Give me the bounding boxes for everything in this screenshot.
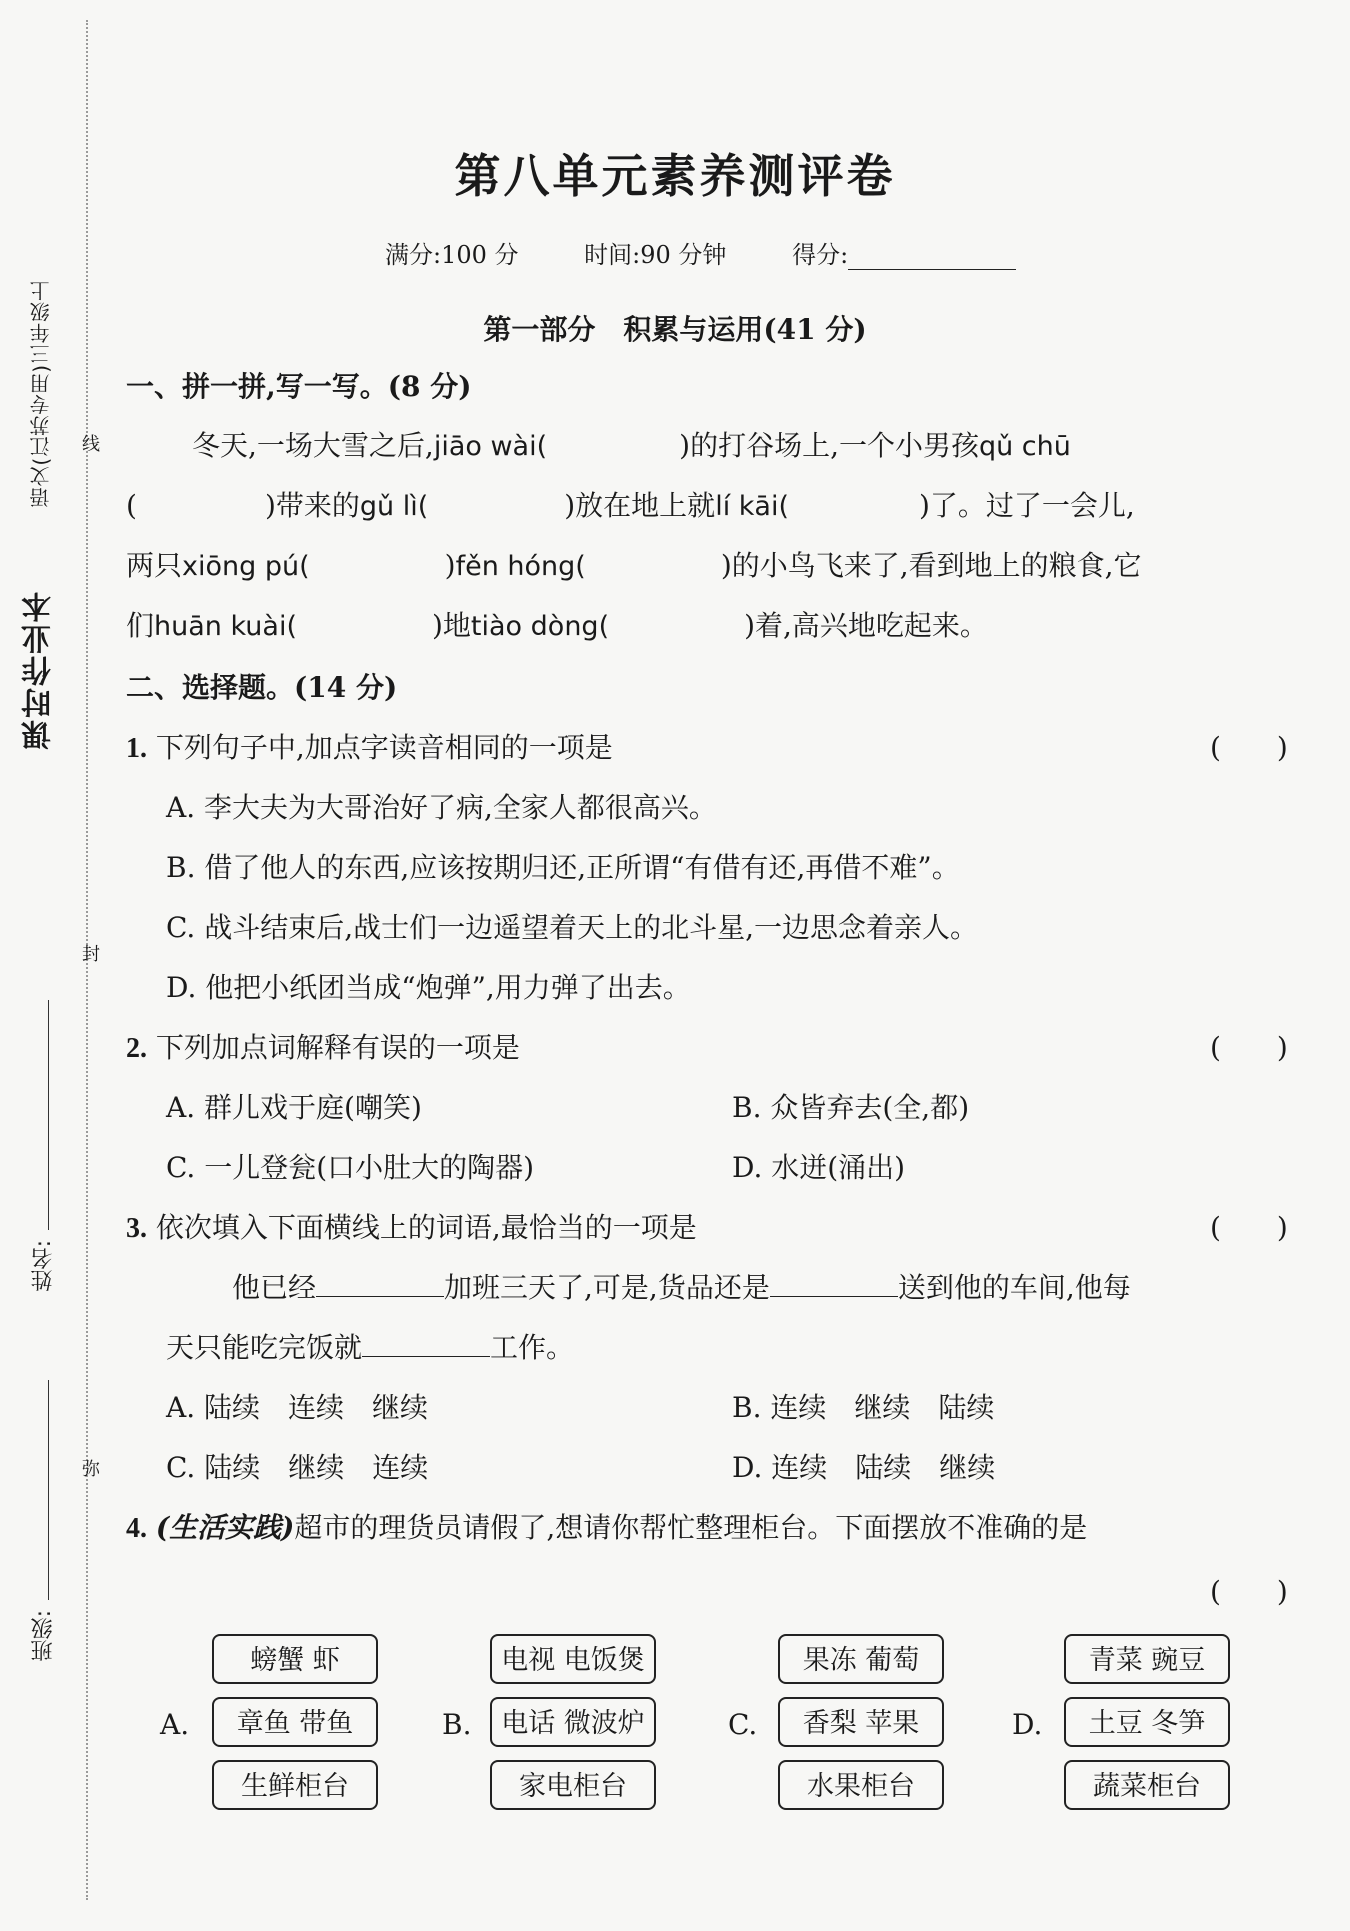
text: )的打谷场上,一个小男孩: [679, 429, 979, 462]
section1-heading: 一、拼一拼,写一写。(8 分): [126, 370, 472, 403]
q4-a-label: A.: [160, 1708, 190, 1741]
text: 两只: [126, 549, 183, 582]
class-label: 班级:: [31, 1610, 56, 1662]
q4-b-label: B.: [442, 1708, 472, 1741]
q4-b-item-1: 电视 电饭煲: [490, 1634, 656, 1684]
question-4-stem: [126, 1506, 1087, 1546]
section2-heading: 二、选择题。(14 分): [126, 671, 398, 704]
score-field[interactable]: [848, 245, 1016, 270]
text: (: [126, 489, 137, 522]
q1-option-c: C. 战斗结束后,战士们一边遥望着天上的北斗星,一边思念着亲人。: [166, 911, 979, 944]
text: )着,高兴地吃起来。: [744, 609, 988, 642]
q4-a-item-2: 章鱼 带鱼: [212, 1697, 378, 1747]
binding-char-line: 线: [82, 434, 100, 455]
name-label: 姓名:: [31, 1240, 56, 1292]
subject-grade: 语文(江苏专用)三年级上: [29, 280, 53, 508]
q4-c-counter: 水果柜台: [778, 1760, 944, 1810]
q2-option-c: C. 一儿登瓮(口小肚大的陶器): [166, 1151, 535, 1184]
answer-paren-2[interactable]: ( ): [1210, 1031, 1288, 1064]
q4-d-item-1: 青菜 豌豆: [1064, 1634, 1230, 1684]
pinyin: huān kuài(: [154, 611, 297, 642]
question-3-stem: [126, 1206, 697, 1246]
q4-d-item-2: 土豆 冬笋: [1064, 1697, 1230, 1747]
question-number: 4.: [126, 1513, 147, 1544]
answer-paren-4[interactable]: ( ): [1210, 1575, 1288, 1608]
pinyin: fěn hóng(: [455, 551, 586, 582]
name-field[interactable]: [48, 1000, 49, 1230]
q1-option-d: D. 他把小纸团当成“炮弹”,用力弹了出去。: [166, 971, 691, 1004]
q3-option-a: A. 陆续 连续 继续: [166, 1391, 429, 1424]
answer-paren-3[interactable]: ( ): [1210, 1211, 1288, 1244]
q2-option-d: D. 水迸(涌出): [732, 1151, 906, 1184]
exam-meta: [385, 235, 1074, 270]
question-number: 1.: [126, 733, 147, 764]
page-title: 第八单元素养测评卷: [454, 149, 896, 203]
text: )带来的: [264, 489, 360, 522]
q4-a-item-1: 螃蟹 虾: [212, 1634, 378, 1684]
text: 天只能吃完饭就: [166, 1331, 363, 1364]
pinyin-line-3: [126, 544, 1142, 584]
text: )放在地上就: [564, 489, 716, 522]
text: 们: [126, 609, 155, 642]
pinyin-line-2: [126, 484, 1135, 524]
q4-d-counter: 蔬菜柜台: [1064, 1760, 1230, 1810]
pinyin: jiāo wài(: [433, 431, 548, 462]
q4-a-counter: 生鲜柜台: [212, 1760, 378, 1810]
text: 加班三天了,可是,货品还是: [444, 1271, 770, 1304]
answer-paren-1[interactable]: ( ): [1210, 731, 1288, 764]
q2-option-b: B. 众皆弃去(全,都): [732, 1091, 970, 1124]
score-label: 得分:: [792, 241, 849, 269]
text: 他已经: [232, 1271, 317, 1304]
q4-d-label: D.: [1012, 1708, 1043, 1741]
question-text: 下列加点词解释有误的一项是: [155, 1031, 520, 1064]
question-text: 依次填入下面横线上的词语,最恰当的一项是: [155, 1211, 697, 1244]
q4-c-label: C.: [728, 1708, 758, 1741]
q3-option-b: B. 连续 继续 陆续: [732, 1391, 995, 1424]
pinyin: gǔ lì(: [359, 491, 429, 522]
q4-c-item-2: 香梨 苹果: [778, 1697, 944, 1747]
pinyin-line-1: [192, 424, 1071, 464]
q1-option-b: B. 借了他人的东西,应该按期归还,正所谓“有借有还,再借不难”。: [166, 851, 960, 884]
class-field[interactable]: [48, 1380, 49, 1600]
pinyin: lí kāi(: [715, 491, 789, 522]
question-1-stem: [126, 726, 613, 766]
q1-option-a: A. 李大夫为大哥治好了病,全家人都很高兴。: [166, 791, 717, 824]
fill-blank[interactable]: [316, 1270, 444, 1297]
binding-char-seal: 封: [82, 944, 100, 965]
question-text: 下列句子中,加点字读音相同的一项是: [155, 731, 613, 764]
text: 冬天,一场大雪之后,: [192, 429, 434, 462]
pinyin: qǔ chū: [978, 431, 1071, 462]
full-score: 满分:100 分: [385, 241, 519, 269]
question-tag: (生活实践): [155, 1511, 295, 1544]
book-name: 课时作业本: [22, 590, 57, 750]
text: ): [444, 549, 456, 582]
time-limit: 时间:90 分钟: [584, 241, 727, 269]
question-number: 2.: [126, 1033, 147, 1064]
text: )了。过了一会儿,: [919, 489, 1135, 522]
pinyin-line-4: [126, 604, 988, 644]
pinyin: tiào dòng(: [470, 611, 610, 642]
q3-sentence-line-2: [166, 1326, 574, 1366]
question-2-stem: [126, 1026, 520, 1066]
q3-sentence-line-1: [232, 1266, 1131, 1306]
question-number: 3.: [126, 1213, 147, 1244]
q3-option-c: C. 陆续 继续 连续: [166, 1451, 429, 1484]
q2-option-a: A. 群儿戏于庭(嘲笑): [166, 1091, 422, 1124]
q4-b-item-2: 电话 微波炉: [490, 1697, 656, 1747]
binding-char-mi: 弥: [82, 1459, 100, 1480]
q4-c-item-1: 果冻 葡萄: [778, 1634, 944, 1684]
fill-blank[interactable]: [770, 1270, 898, 1297]
text: )地: [431, 609, 471, 642]
pinyin: xiōng pú(: [182, 551, 310, 582]
question-text: 超市的理货员请假了,想请你帮忙整理柜台。下面摆放不准确的是: [294, 1511, 1088, 1544]
text: )的小鸟飞来了,看到地上的粮食,它: [720, 549, 1142, 582]
q4-b-counter: 家电柜台: [490, 1760, 656, 1810]
text: 工作。: [490, 1331, 575, 1364]
part-heading: 第一部分 积累与运用(41 分): [483, 313, 867, 346]
q3-option-d: D. 连续 陆续 继续: [732, 1451, 996, 1484]
fill-blank[interactable]: [362, 1330, 490, 1357]
text: 送到他的车间,他每: [897, 1271, 1131, 1304]
